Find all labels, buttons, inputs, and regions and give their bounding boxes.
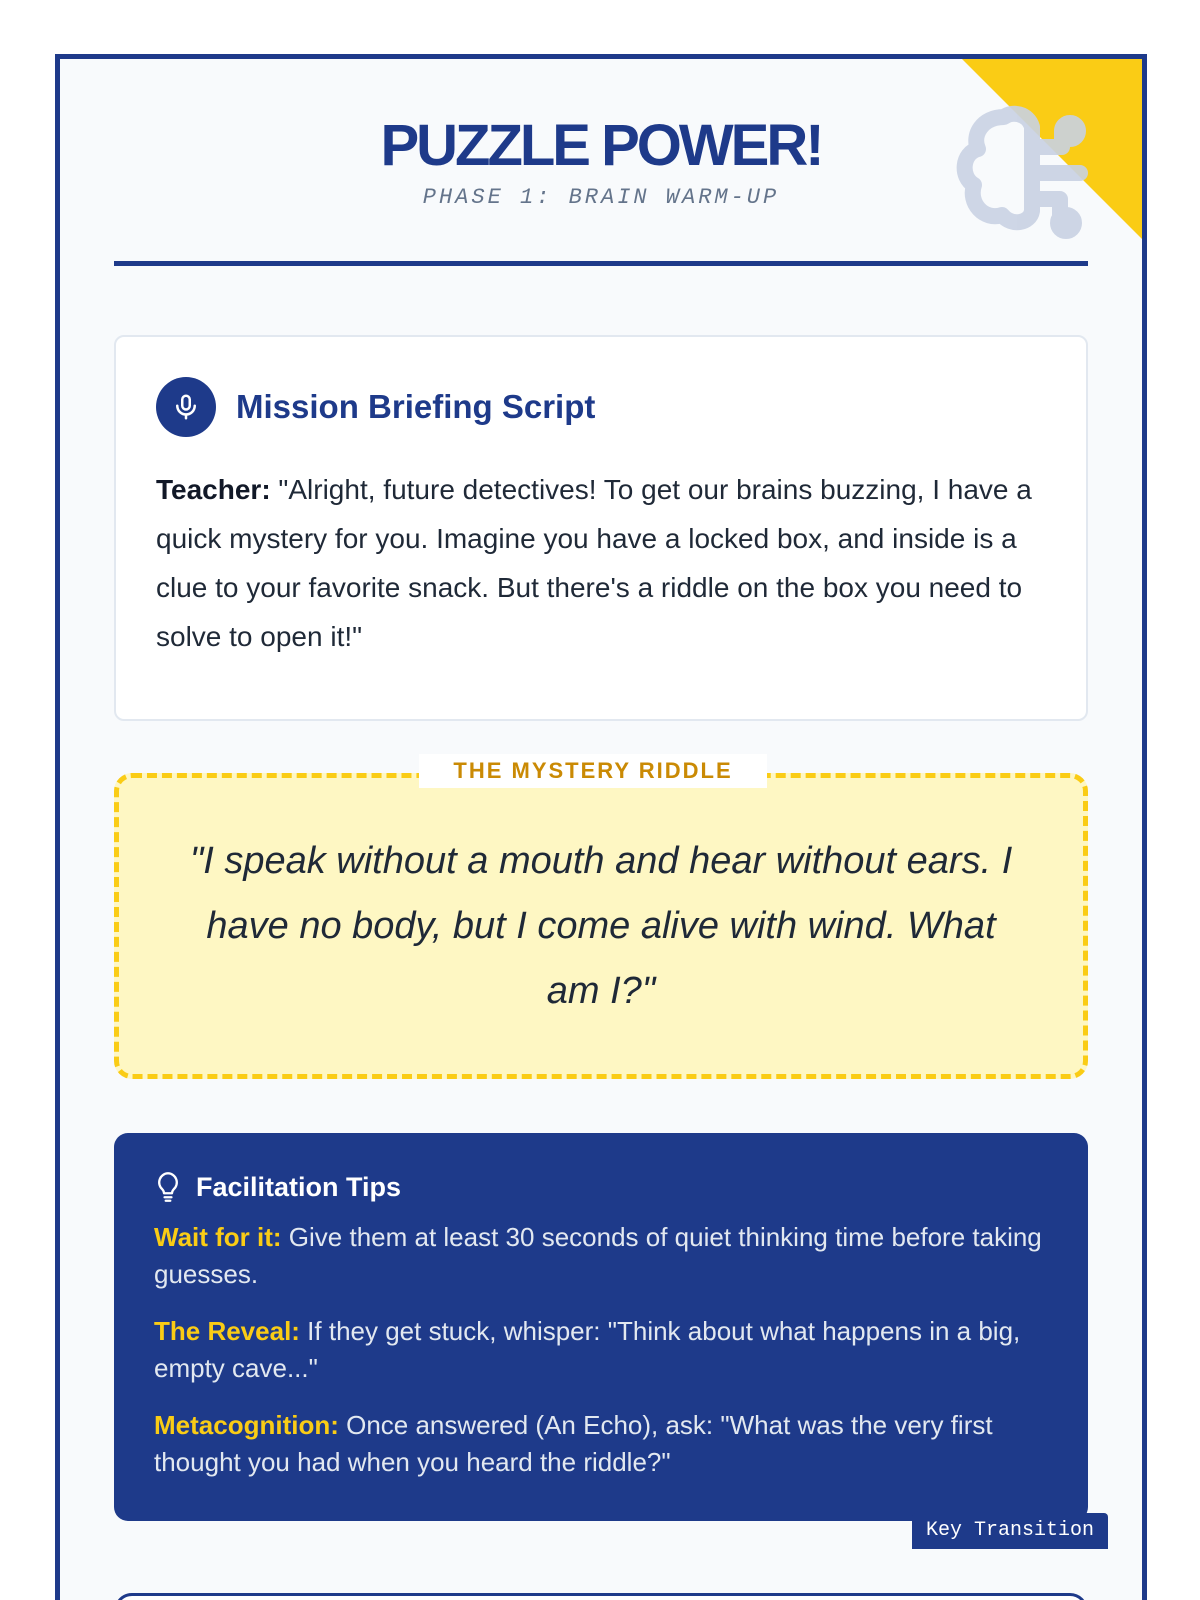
tip-item [154,1219,1048,1293]
briefing-script [156,465,1046,661]
tip-key: Metacognition: [154,1410,339,1440]
key-transition-card [114,1593,1088,1600]
tip-text: If they get stuck, whisper: "Think about what happens in a big, empty cave..." [154,1316,1021,1383]
tip-item [154,1313,1048,1387]
mission-briefing-card [114,335,1088,721]
tip-text: Once answered (An Echo), ask: "What was the very first thought you had when you heard the riddle?" [154,1410,993,1477]
key-transition-badge: Key Transition [912,1513,1108,1549]
page-subtitle: PHASE 1: BRAIN WARM-UP [422,185,780,210]
riddle-label: THE MYSTERY RIDDLE [419,754,767,788]
facilitation-tips-card [114,1133,1088,1521]
script-text: "Alright, future detectives! To get our brains buzzing, I have a quick mystery for you. Imagine you have a locked box, and inside is a clue to your favorite snack. But there's a riddle on the box you need to solve to open it!" [156,474,1032,652]
tip-key: Wait for it: [154,1222,282,1252]
worksheet-frame [55,54,1147,1600]
briefing-title: Mission Briefing Script [236,388,596,425]
microphone-icon [156,377,216,437]
tip-item [154,1407,1048,1481]
header-divider [114,261,1088,266]
page-title: PUZZLE POWER! [380,113,822,178]
riddle-text: "I speak without a mouth and hear without ears. I have no body, but I come alive with wind. What am I?" [189,839,1013,1012]
mystery-riddle-box [114,758,1088,1079]
tip-text: Give them at least 30 seconds of quiet thinking time before taking guesses. [154,1222,1042,1289]
lightbulb-icon [154,1171,182,1203]
page-header [60,111,1142,210]
speaker-label: Teacher: [156,474,271,505]
tip-key: The Reveal: [154,1316,300,1346]
tips-title: Facilitation Tips [196,1171,402,1202]
